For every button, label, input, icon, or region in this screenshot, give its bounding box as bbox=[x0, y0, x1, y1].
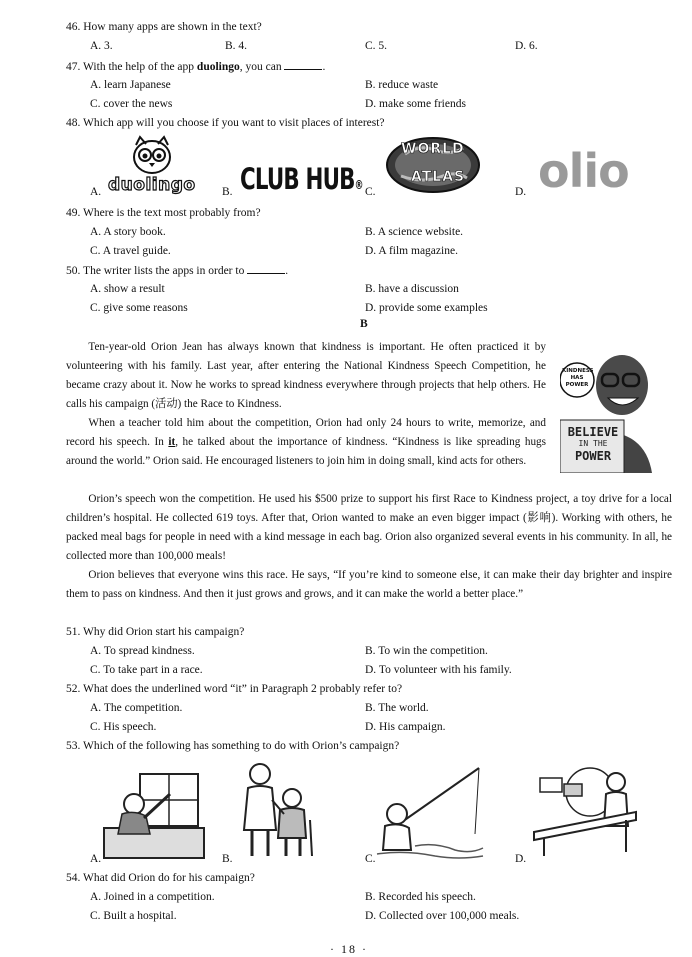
q46-option-b: B. 4. bbox=[225, 40, 248, 52]
world-atlas-bottom: ATLAS bbox=[411, 169, 466, 185]
q52-option-d: D. His campaign. bbox=[365, 721, 446, 733]
q52-option-b: B. The world. bbox=[365, 702, 429, 714]
q47-option-b: B. reduce waste bbox=[365, 79, 439, 91]
q49-stem: 49. Where is the text most probably from? bbox=[66, 207, 261, 219]
q53-option-d: D. bbox=[515, 853, 527, 865]
passage-paragraph-1: Ten-year-old Orion Jean has always known that kindness is important. He often practiced it by volunteering with his family. Last year, after entering the National Kindness Speech Competition, he became crazy about it. Now he works to spread kindness everywhere through projects that help others. He calls his campaign (活动) the Race to Kindness. bbox=[66, 341, 546, 410]
q49-option-b: B. A science website. bbox=[365, 226, 464, 238]
q50-stem: 50. The writer lists the apps in order to . bbox=[66, 262, 288, 279]
q51-option-d: D. To volunteer with his family. bbox=[365, 664, 512, 676]
q51-option-c: C. To take part in a race. bbox=[90, 664, 203, 676]
q54-option-d: D. Collected over 100,000 meals. bbox=[365, 910, 520, 922]
q47-option-c: C. cover the news bbox=[90, 98, 173, 110]
q53-option-c: C. bbox=[365, 853, 376, 865]
q52-option-a: A. The competition. bbox=[90, 702, 183, 714]
q53-stem: 53. Which of the following has something to do with Orion’s campaign? bbox=[66, 740, 400, 752]
q46-stem: 46. How many apps are shown in the text? bbox=[66, 21, 262, 33]
believe-card-line2: IN THE bbox=[578, 439, 608, 448]
q53-picture-a bbox=[100, 770, 212, 865]
q50-option-c: C. give some reasons bbox=[90, 302, 188, 314]
underlined-it: it bbox=[168, 436, 176, 448]
world-atlas-logo bbox=[385, 136, 481, 194]
q54-option-c: C. Built a hospital. bbox=[90, 910, 177, 922]
q46-option-a: A. 3. bbox=[90, 40, 113, 52]
q53-picture-c bbox=[375, 764, 485, 863]
duolingo-wordmark: duolingo bbox=[108, 175, 196, 195]
orion-photo bbox=[560, 340, 660, 473]
q54-option-a: A. Joined in a competition. bbox=[90, 891, 215, 903]
q48-option-b: B. bbox=[222, 186, 233, 198]
q48-option-c: C. bbox=[365, 186, 376, 198]
page-number: · 18 · bbox=[330, 942, 368, 956]
q47-stem: 47. With the help of the app duolingo, you can . bbox=[66, 58, 325, 75]
q46-option-c: C. 5. bbox=[365, 40, 388, 52]
believe-card-line1: BELIEVE bbox=[567, 425, 619, 439]
world-atlas-top: WORLD bbox=[401, 141, 465, 157]
q48-option-a: A. bbox=[90, 186, 102, 198]
q53-picture-d bbox=[530, 762, 640, 861]
q51-option-b: B. To win the competition. bbox=[365, 645, 488, 657]
q50-option-b: B. have a discussion bbox=[365, 283, 459, 295]
q49-option-d: D. A film magazine. bbox=[365, 245, 458, 257]
believe-card bbox=[564, 426, 622, 462]
passage-paragraph-4: Orion believes that everyone wins this race. He says, “If you’re kind to someone else, it can make their day brighter and inspire them to pass on kindness. And then it just grows and grows, and it can make the world a better place.” bbox=[66, 569, 672, 600]
q52-option-c: C. His speech. bbox=[90, 721, 157, 733]
passage-paragraph-3: Orion’s speech won the competition. He used his $500 prize to support his first Race to Kindness project, a toy drive for a local children’s hospital. He collected 619 toys. After that, Orion wanted to make an even bigger impact (影响). Working with others, he packed meal bags for people in need with a kind message in each bag. Orion also organized several events in his community. In all, he collected more than 100,000 meals! bbox=[66, 493, 672, 562]
believe-card-line3: POWER bbox=[574, 449, 612, 463]
q50-option-d: D. provide some examples bbox=[365, 302, 488, 314]
q48-stem: 48. Which app will you choose if you want to visit places of interest? bbox=[66, 117, 385, 129]
q47-option-a: A. learn Japanese bbox=[90, 79, 171, 91]
q54-option-b: B. Recorded his speech. bbox=[365, 891, 476, 903]
q46-option-d: D. 6. bbox=[515, 40, 538, 52]
q53-option-b: B. bbox=[222, 853, 233, 865]
q53-option-a: A. bbox=[90, 853, 102, 865]
q51-option-a: A. To spread kindness. bbox=[90, 645, 195, 657]
q50-option-a: A. show a result bbox=[90, 283, 165, 295]
q51-stem: 51. Why did Orion start his campaign? bbox=[66, 626, 245, 638]
q52-stem: 52. What does the underlined word “it” in Paragraph 2 probably refer to? bbox=[66, 683, 403, 695]
q54-stem: 54. What did Orion do for his campaign? bbox=[66, 872, 255, 884]
olio-logo: olio bbox=[538, 144, 629, 198]
q47-option-d: D. make some friends bbox=[365, 98, 466, 110]
q53-picture-b bbox=[238, 760, 318, 863]
clubhub-logo: CLUB HUB® bbox=[240, 162, 363, 196]
passage-paragraph-2: When a teacher told him about the competition, Orion had only 24 hours to write, memorize, and record his speech. In it, he talked about the importance of kindness. “Kindness is like spreading hugs around the world.” Orion said. He encouraged listeners to join him in doing small, kind acts for others. bbox=[66, 417, 546, 467]
q48-option-d: D. bbox=[515, 186, 527, 198]
section-heading: B bbox=[360, 318, 368, 330]
q49-option-c: C. A travel guide. bbox=[90, 245, 171, 257]
q49-option-a: A. A story book. bbox=[90, 226, 166, 238]
duolingo-logo bbox=[104, 135, 200, 195]
kindness-sign: KINDNESS HAS POWER bbox=[562, 368, 594, 388]
